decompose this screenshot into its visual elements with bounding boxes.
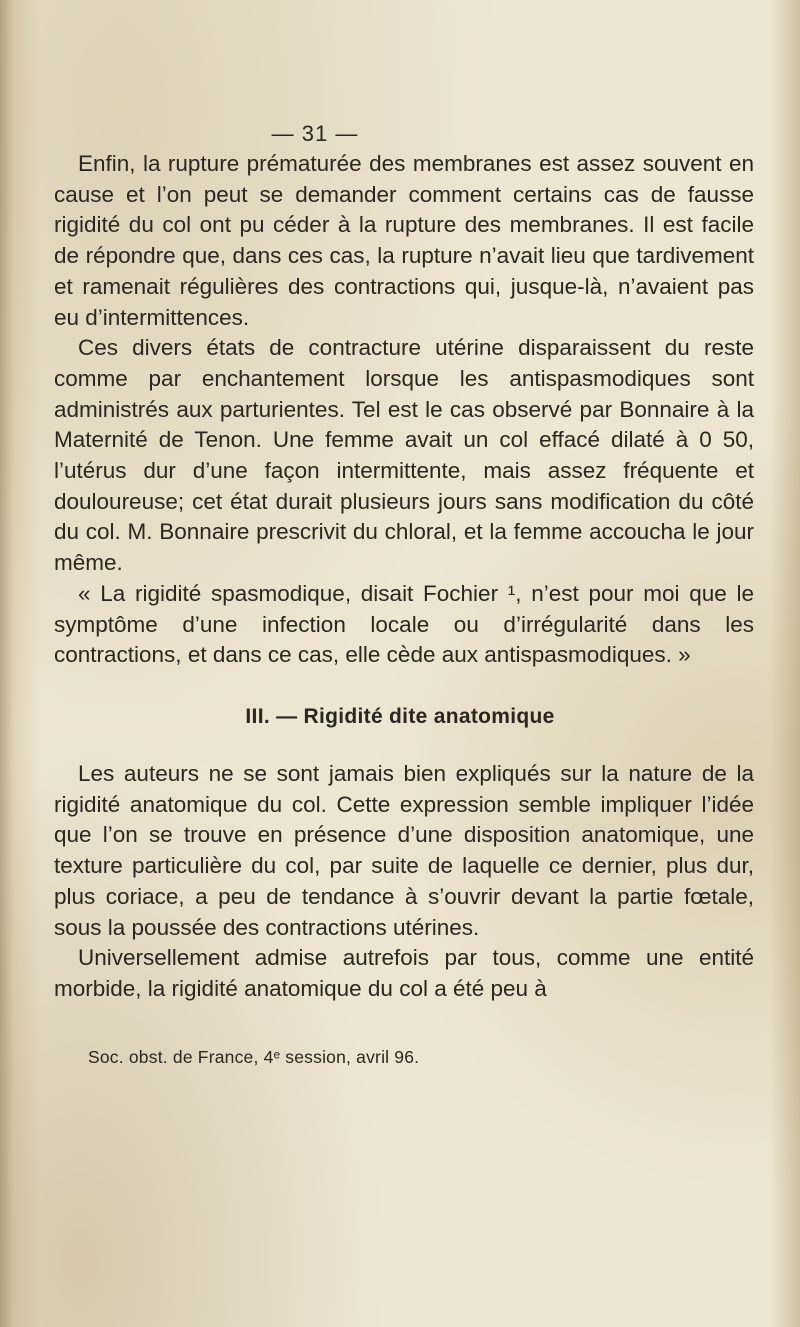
page-number: — 31 — xyxy=(271,121,359,146)
footnote: Soc. obst. de France, 4ᵉ session, avril 96. xyxy=(88,1047,420,1067)
paragraph: Ces divers états de contracture utérine disparaissent du reste comme par enchantement lorsque les antispasmodiques sont administrés aux parturientes. Tel est le cas observé par Bonnaire à la Maternité de Tenon. Une femme avait un col effacé dilaté à 0 50, l’utérus dur d’une façon intermittente, mais assez fréquente et douloureuse; cet état durait plusieurs jours sans modification du côté du col. M. Bonnaire prescrivit du chloral, et la femme accoucha le jour même. xyxy=(54,335,754,576)
section-heading: III. — Rigidité dite anatomique xyxy=(245,705,555,728)
body-text-top xyxy=(54,149,754,671)
body-text-bottom xyxy=(54,759,754,1005)
paragraph: Universellement admise autrefois par tous, comme une entité morbide, la rigidité anatomique du col a été peu à xyxy=(54,945,754,1001)
paragraph: Enfin, la rupture prématurée des membranes est assez souvent en cause et l’on peut se demander comment certains cas de fausse rigidité du col ont pu céder à la rupture des membranes. Il est facile de répondre que, dans ces cas, la rupture n’avait lieu que tardivement et ramenait régulières des contractions qui, jusque-là, n’avaient pas eu d’intermittences. xyxy=(54,151,754,330)
paragraph: Les auteurs ne se sont jamais bien expliqués sur la nature de la rigidité anatomique du col. Cette expression semble impliquer l’idée que l’on se trouve en présence d’une disposition anatomique, une texture particulière du col, par suite de laquelle ce dernier, plus dur, plus coriace, a peu de tendance à s’ouvrir devant la partie fœtale, sous la poussée des contractions utérines. xyxy=(54,761,754,940)
paragraph: « La rigidité spasmodique, disait Fochier ¹, n’est pour moi que le symptôme d’une infection locale ou d’irrégularité dans les contractions, et dans ce cas, elle cède aux antispasmodiques. » xyxy=(54,580,754,668)
